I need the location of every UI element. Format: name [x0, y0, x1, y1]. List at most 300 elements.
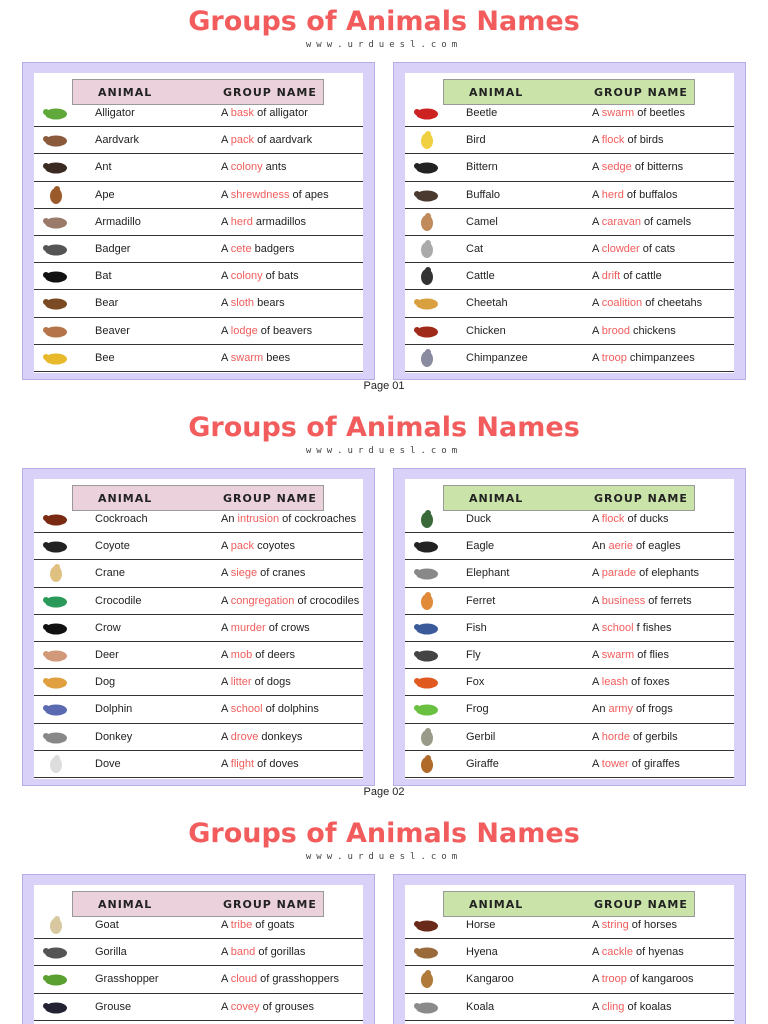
phrase-article: A — [592, 270, 602, 283]
table-rows — [405, 506, 734, 778]
group-phrase — [592, 107, 685, 119]
animal-name: Cheetah — [466, 297, 508, 310]
collective-noun: cloud — [230, 973, 258, 986]
animal-name: Giraffe — [466, 757, 499, 770]
collective-noun: troop — [601, 351, 627, 364]
phrase-rest: chimpanzees — [626, 351, 695, 364]
animal-name: Bee — [95, 351, 115, 364]
phrase-rest: of buffalos — [623, 188, 678, 201]
group-phrase — [592, 595, 692, 607]
table-row — [405, 182, 734, 209]
group-phrase — [221, 297, 285, 309]
phrase-article: A — [221, 107, 231, 119]
phrase-article: A — [221, 540, 231, 553]
phrase-article: An — [592, 540, 609, 553]
collective-noun: business — [601, 594, 646, 607]
table-row — [34, 615, 363, 642]
animal-name: Chicken — [466, 324, 506, 337]
phrase-article: A — [592, 567, 602, 580]
collective-noun: brood — [601, 324, 630, 337]
chimpanzee-icon — [413, 349, 441, 368]
phrase-rest: chickens — [629, 324, 676, 337]
animal-name: Cat — [466, 242, 484, 255]
buffalo-icon — [413, 186, 441, 205]
collective-noun: colony — [230, 270, 263, 283]
badger-icon — [42, 240, 70, 259]
collective-noun: pack — [230, 540, 255, 553]
collective-noun: congregation — [230, 594, 295, 607]
table-row — [34, 263, 363, 290]
dolphin-icon — [42, 700, 70, 719]
giraffe-icon — [413, 755, 441, 774]
phrase-rest: of bitterns — [631, 161, 684, 174]
animal-name: Badger — [95, 242, 131, 255]
phrase-article: A — [221, 242, 231, 255]
group-phrase — [592, 216, 691, 228]
animal-name: Alligator — [95, 107, 135, 119]
crocodile-icon — [42, 592, 70, 611]
collective-noun: lodge — [230, 324, 258, 337]
table-header — [443, 79, 695, 105]
table-row — [34, 588, 363, 615]
table-row — [405, 560, 734, 587]
animal-name: Elephant — [466, 567, 510, 580]
hyena-icon — [413, 943, 441, 962]
table-rows — [34, 912, 363, 1021]
table-row — [34, 236, 363, 263]
animal-name: Chimpanzee — [466, 351, 528, 364]
animal-name: Eagle — [466, 540, 495, 553]
phrase-rest: of grouses — [259, 1000, 314, 1013]
collective-noun: covey — [230, 1000, 260, 1013]
phrase-article: An — [592, 703, 609, 716]
phrase-rest: of horses — [628, 919, 678, 931]
koala-icon — [413, 998, 441, 1017]
group-phrase — [221, 567, 305, 579]
animal-name: Bittern — [466, 161, 498, 174]
phrase-rest: of cats — [639, 242, 676, 255]
table-rows — [405, 912, 734, 1021]
table-row — [34, 318, 363, 345]
table-row — [34, 994, 363, 1021]
cockroach-icon — [42, 510, 70, 529]
phrase-rest: of kangaroos — [626, 973, 694, 986]
animal-name: Beaver — [95, 324, 130, 337]
group-phrase — [221, 676, 291, 688]
right-table-panel — [393, 62, 746, 380]
header-animal: ANIMAL — [469, 85, 524, 99]
phrase-rest: coyotes — [254, 540, 296, 553]
header-animal: ANIMAL — [98, 491, 153, 505]
animal-name: Cattle — [466, 270, 495, 283]
table-card — [34, 885, 363, 1024]
animal-name: Dove — [95, 757, 121, 770]
header-group-name: GROUP NAME — [223, 491, 317, 505]
header-animal: ANIMAL — [98, 897, 153, 911]
phrase-rest: of flies — [634, 648, 670, 661]
phrase-rest: of doves — [254, 757, 299, 770]
collective-noun: army — [608, 703, 633, 716]
bear-icon — [42, 294, 70, 313]
group-phrase — [221, 649, 295, 661]
phrase-rest: f fishes — [633, 621, 672, 634]
table-row — [405, 290, 734, 317]
table-row — [34, 209, 363, 236]
phrase-article: A — [592, 242, 602, 255]
header-group-name: GROUP NAME — [594, 897, 688, 911]
header-group-name: GROUP NAME — [594, 85, 688, 99]
goat-icon — [42, 916, 70, 935]
group-phrase — [592, 649, 669, 661]
fox-icon — [413, 673, 441, 692]
collective-noun: coalition — [601, 297, 643, 310]
animal-name: Donkey — [95, 730, 133, 743]
animal-name: Duck — [466, 513, 492, 525]
animal-name: Buffalo — [466, 188, 501, 201]
phrase-article: A — [592, 648, 602, 661]
collective-noun: school — [601, 621, 634, 634]
phrase-rest: ants — [262, 161, 287, 174]
collective-noun: flock — [601, 513, 625, 525]
phrase-rest: of koalas — [624, 1000, 672, 1013]
table-card — [405, 479, 734, 779]
collective-noun: intrusion — [237, 513, 280, 525]
phrase-rest: of ducks — [624, 513, 669, 525]
table-row — [34, 533, 363, 560]
collective-noun: herd — [230, 215, 253, 228]
animal-name: Fish — [466, 621, 487, 634]
phrase-rest: of gorillas — [255, 946, 306, 959]
fish-icon — [413, 619, 441, 638]
phrase-article: A — [592, 161, 602, 174]
table-row — [405, 533, 734, 560]
collective-noun: pack — [230, 134, 255, 147]
animal-name: Grouse — [95, 1000, 132, 1013]
collective-noun: flock — [601, 134, 625, 147]
collective-noun: flight — [230, 757, 255, 770]
table-row — [405, 236, 734, 263]
group-phrase — [221, 189, 329, 201]
bittern-icon — [413, 158, 441, 177]
animal-name: Coyote — [95, 540, 130, 553]
gorilla-icon — [42, 943, 70, 962]
phrase-article: A — [221, 919, 231, 931]
animal-name: Deer — [95, 648, 119, 661]
phrase-rest: of gerbils — [629, 730, 678, 743]
group-phrase — [592, 622, 672, 634]
phrase-rest: of beetles — [634, 107, 685, 119]
group-phrase — [592, 676, 670, 688]
table-row — [405, 696, 734, 723]
animal-name: Gorilla — [95, 946, 127, 959]
collective-noun: school — [230, 703, 263, 716]
group-phrase — [592, 919, 677, 931]
table-rows — [34, 100, 363, 372]
header-animal: ANIMAL — [469, 491, 524, 505]
phrase-rest: of beavers — [257, 324, 313, 337]
fly-icon — [413, 646, 441, 665]
group-phrase — [592, 243, 675, 255]
phrase-article: A — [221, 270, 231, 283]
phrase-rest: of hyenas — [632, 946, 684, 959]
animal-name: Fox — [466, 676, 485, 689]
header-group-name: GROUP NAME — [223, 85, 317, 99]
phrase-rest: of aardvark — [254, 134, 313, 147]
table-row — [34, 939, 363, 966]
animal-name: Camel — [466, 215, 498, 228]
grasshopper-icon — [42, 970, 70, 989]
table-row — [405, 751, 734, 778]
chicken-icon — [413, 322, 441, 341]
collective-noun: cete — [230, 242, 252, 255]
group-phrase — [221, 107, 308, 119]
phrase-rest: of frogs — [632, 703, 673, 716]
left-table-panel — [22, 874, 375, 1024]
group-phrase — [592, 297, 702, 309]
group-phrase — [221, 243, 294, 255]
phrase-article: A — [221, 621, 231, 634]
site-url: www.urduesl.com — [305, 446, 463, 456]
collective-noun: mob — [230, 648, 253, 661]
bee-icon — [42, 349, 70, 368]
animal-name: Hyena — [466, 946, 498, 959]
phrase-article: A — [221, 324, 231, 337]
group-phrase — [221, 540, 295, 552]
cheetah-icon — [413, 294, 441, 313]
collective-noun: swarm — [601, 107, 635, 119]
animal-name: Frog — [466, 703, 489, 716]
phrase-rest: of goats — [252, 919, 295, 931]
group-phrase — [592, 325, 676, 337]
ape-icon — [42, 186, 70, 205]
collective-noun: aerie — [608, 540, 633, 553]
phrase-rest: of cockroaches — [279, 513, 357, 525]
group-phrase — [592, 161, 683, 173]
animal-name: Fly — [466, 648, 481, 661]
animal-name: Grasshopper — [95, 973, 159, 986]
left-table-panel — [22, 62, 375, 380]
phrase-article: A — [221, 973, 231, 986]
table-rows — [405, 100, 734, 372]
table-row — [34, 751, 363, 778]
animal-name: Ferret — [466, 594, 496, 607]
group-phrase — [592, 973, 694, 985]
animal-name: Ant — [95, 161, 112, 174]
group-phrase — [221, 352, 290, 364]
kangaroo-icon — [413, 970, 441, 989]
phrase-rest: of eagles — [632, 540, 681, 553]
table-header — [72, 79, 324, 105]
group-phrase — [221, 703, 319, 715]
table-card — [34, 73, 363, 373]
phrase-article: A — [592, 757, 602, 770]
horse-icon — [413, 916, 441, 935]
table-row — [405, 127, 734, 154]
group-phrase — [221, 946, 305, 958]
left-table-panel — [22, 468, 375, 786]
phrase-article: A — [221, 188, 231, 201]
animal-name: Crocodile — [95, 594, 142, 607]
phrase-rest: of foxes — [628, 676, 670, 689]
group-phrase — [221, 919, 294, 931]
phrase-article: A — [592, 1000, 602, 1013]
bird-icon — [413, 131, 441, 150]
phrase-article: A — [592, 215, 602, 228]
page-title: Groups of Animals Names — [188, 412, 580, 443]
phrase-article: A — [592, 946, 602, 959]
beaver-icon — [42, 322, 70, 341]
collective-noun: clowder — [601, 242, 640, 255]
phrase-rest: of giraffes — [628, 757, 680, 770]
armadillo-icon — [42, 213, 70, 232]
animal-name: Crow — [95, 621, 121, 634]
table-row — [405, 318, 734, 345]
group-phrase — [592, 567, 699, 579]
phrase-rest: of camels — [640, 215, 692, 228]
coyote-icon — [42, 537, 70, 556]
group-phrase — [221, 325, 312, 337]
table-row — [34, 182, 363, 209]
page-title: Groups of Animals Names — [188, 6, 580, 37]
alligator-icon — [42, 104, 70, 123]
phrase-rest: of dolphins — [262, 703, 319, 716]
phrase-article: A — [592, 621, 602, 634]
right-table-panel — [393, 468, 746, 786]
collective-noun: troop — [601, 973, 627, 986]
phrase-article: A — [221, 757, 231, 770]
phrase-article: A — [592, 134, 602, 147]
group-phrase — [592, 758, 680, 770]
elephant-icon — [413, 564, 441, 583]
header-animal: ANIMAL — [98, 85, 153, 99]
collective-noun: tower — [601, 757, 629, 770]
group-phrase — [592, 731, 678, 743]
table-row — [405, 263, 734, 290]
page-title: Groups of Animals Names — [188, 818, 580, 849]
phrase-rest: of cranes — [257, 567, 306, 580]
phrase-article: A — [592, 594, 602, 607]
page-2 — [0, 406, 768, 812]
collective-noun: swarm — [601, 648, 635, 661]
phrase-rest: of grasshoppers — [257, 973, 340, 986]
table-row — [405, 939, 734, 966]
eagle-icon — [413, 537, 441, 556]
group-phrase — [592, 540, 681, 552]
ant-icon — [42, 158, 70, 177]
table-row — [34, 127, 363, 154]
group-phrase — [221, 1001, 314, 1013]
table-row — [405, 588, 734, 615]
animal-name: Crane — [95, 567, 125, 580]
table-row — [34, 560, 363, 587]
table-row — [34, 696, 363, 723]
animal-name: Armadillo — [95, 215, 141, 228]
animal-name: Dolphin — [95, 703, 133, 716]
group-phrase — [221, 758, 299, 770]
collective-noun: parade — [601, 567, 637, 580]
phrase-article: A — [592, 730, 602, 743]
phrase-rest: of elephants — [636, 567, 700, 580]
collective-noun: herd — [601, 188, 624, 201]
animal-name: Beetle — [466, 107, 498, 119]
collective-noun: swarm — [230, 351, 264, 364]
table-row — [405, 615, 734, 642]
phrase-rest: of cattle — [620, 270, 662, 283]
gerbil-icon — [413, 728, 441, 747]
right-table-panel — [393, 874, 746, 1024]
table-row — [34, 290, 363, 317]
group-phrase — [592, 703, 673, 715]
cattle-icon — [413, 267, 441, 286]
table-card — [405, 885, 734, 1024]
phrase-rest: of crows — [265, 621, 310, 634]
table-row — [405, 209, 734, 236]
phrase-article: A — [221, 730, 231, 743]
phrase-rest: of birds — [624, 134, 664, 147]
collective-noun: cling — [601, 1000, 625, 1013]
phrase-article: A — [592, 297, 602, 310]
collective-noun: sedge — [601, 161, 632, 174]
duck-icon — [413, 510, 441, 529]
phrase-rest: badgers — [251, 242, 295, 255]
phrase-rest: of deers — [252, 648, 296, 661]
collective-noun: drove — [230, 730, 259, 743]
table-row — [405, 669, 734, 696]
phrase-article: A — [592, 107, 602, 119]
group-phrase — [592, 352, 695, 364]
phrase-article: A — [592, 188, 602, 201]
animal-name: Bird — [466, 134, 486, 147]
group-phrase — [221, 622, 310, 634]
group-phrase — [221, 973, 339, 985]
animal-name: Gerbil — [466, 730, 496, 743]
beetle-icon — [413, 104, 441, 123]
table-card — [34, 479, 363, 779]
phrase-rest: bees — [263, 351, 291, 364]
phrase-rest: armadillos — [252, 215, 307, 228]
bat-icon — [42, 267, 70, 286]
animal-name: Horse — [466, 919, 496, 931]
animal-name: Bear — [95, 297, 119, 310]
collective-noun: siege — [230, 567, 258, 580]
phrase-article: A — [221, 134, 231, 147]
page-3 — [0, 812, 768, 1024]
site-url: www.urduesl.com — [305, 40, 463, 50]
frog-icon — [413, 700, 441, 719]
phrase-article: A — [592, 919, 602, 931]
dog-icon — [42, 673, 70, 692]
table-row — [34, 345, 363, 372]
dove-icon — [42, 755, 70, 774]
animal-name: Koala — [466, 1000, 495, 1013]
table-row — [405, 345, 734, 372]
group-phrase — [592, 946, 684, 958]
collective-noun: litter — [230, 676, 252, 689]
phrase-article: A — [221, 297, 231, 310]
group-phrase — [592, 1001, 672, 1013]
collective-noun: tribe — [230, 919, 253, 931]
phrase-rest: bears — [254, 297, 285, 310]
phrase-article: A — [592, 513, 602, 525]
table-row — [34, 669, 363, 696]
group-phrase — [592, 513, 668, 525]
animal-name: Aardvark — [95, 134, 140, 147]
group-phrase — [592, 134, 664, 146]
table-rows — [34, 506, 363, 778]
table-header — [72, 891, 324, 917]
collective-noun: string — [601, 919, 629, 931]
phrase-rest: of ferrets — [645, 594, 692, 607]
